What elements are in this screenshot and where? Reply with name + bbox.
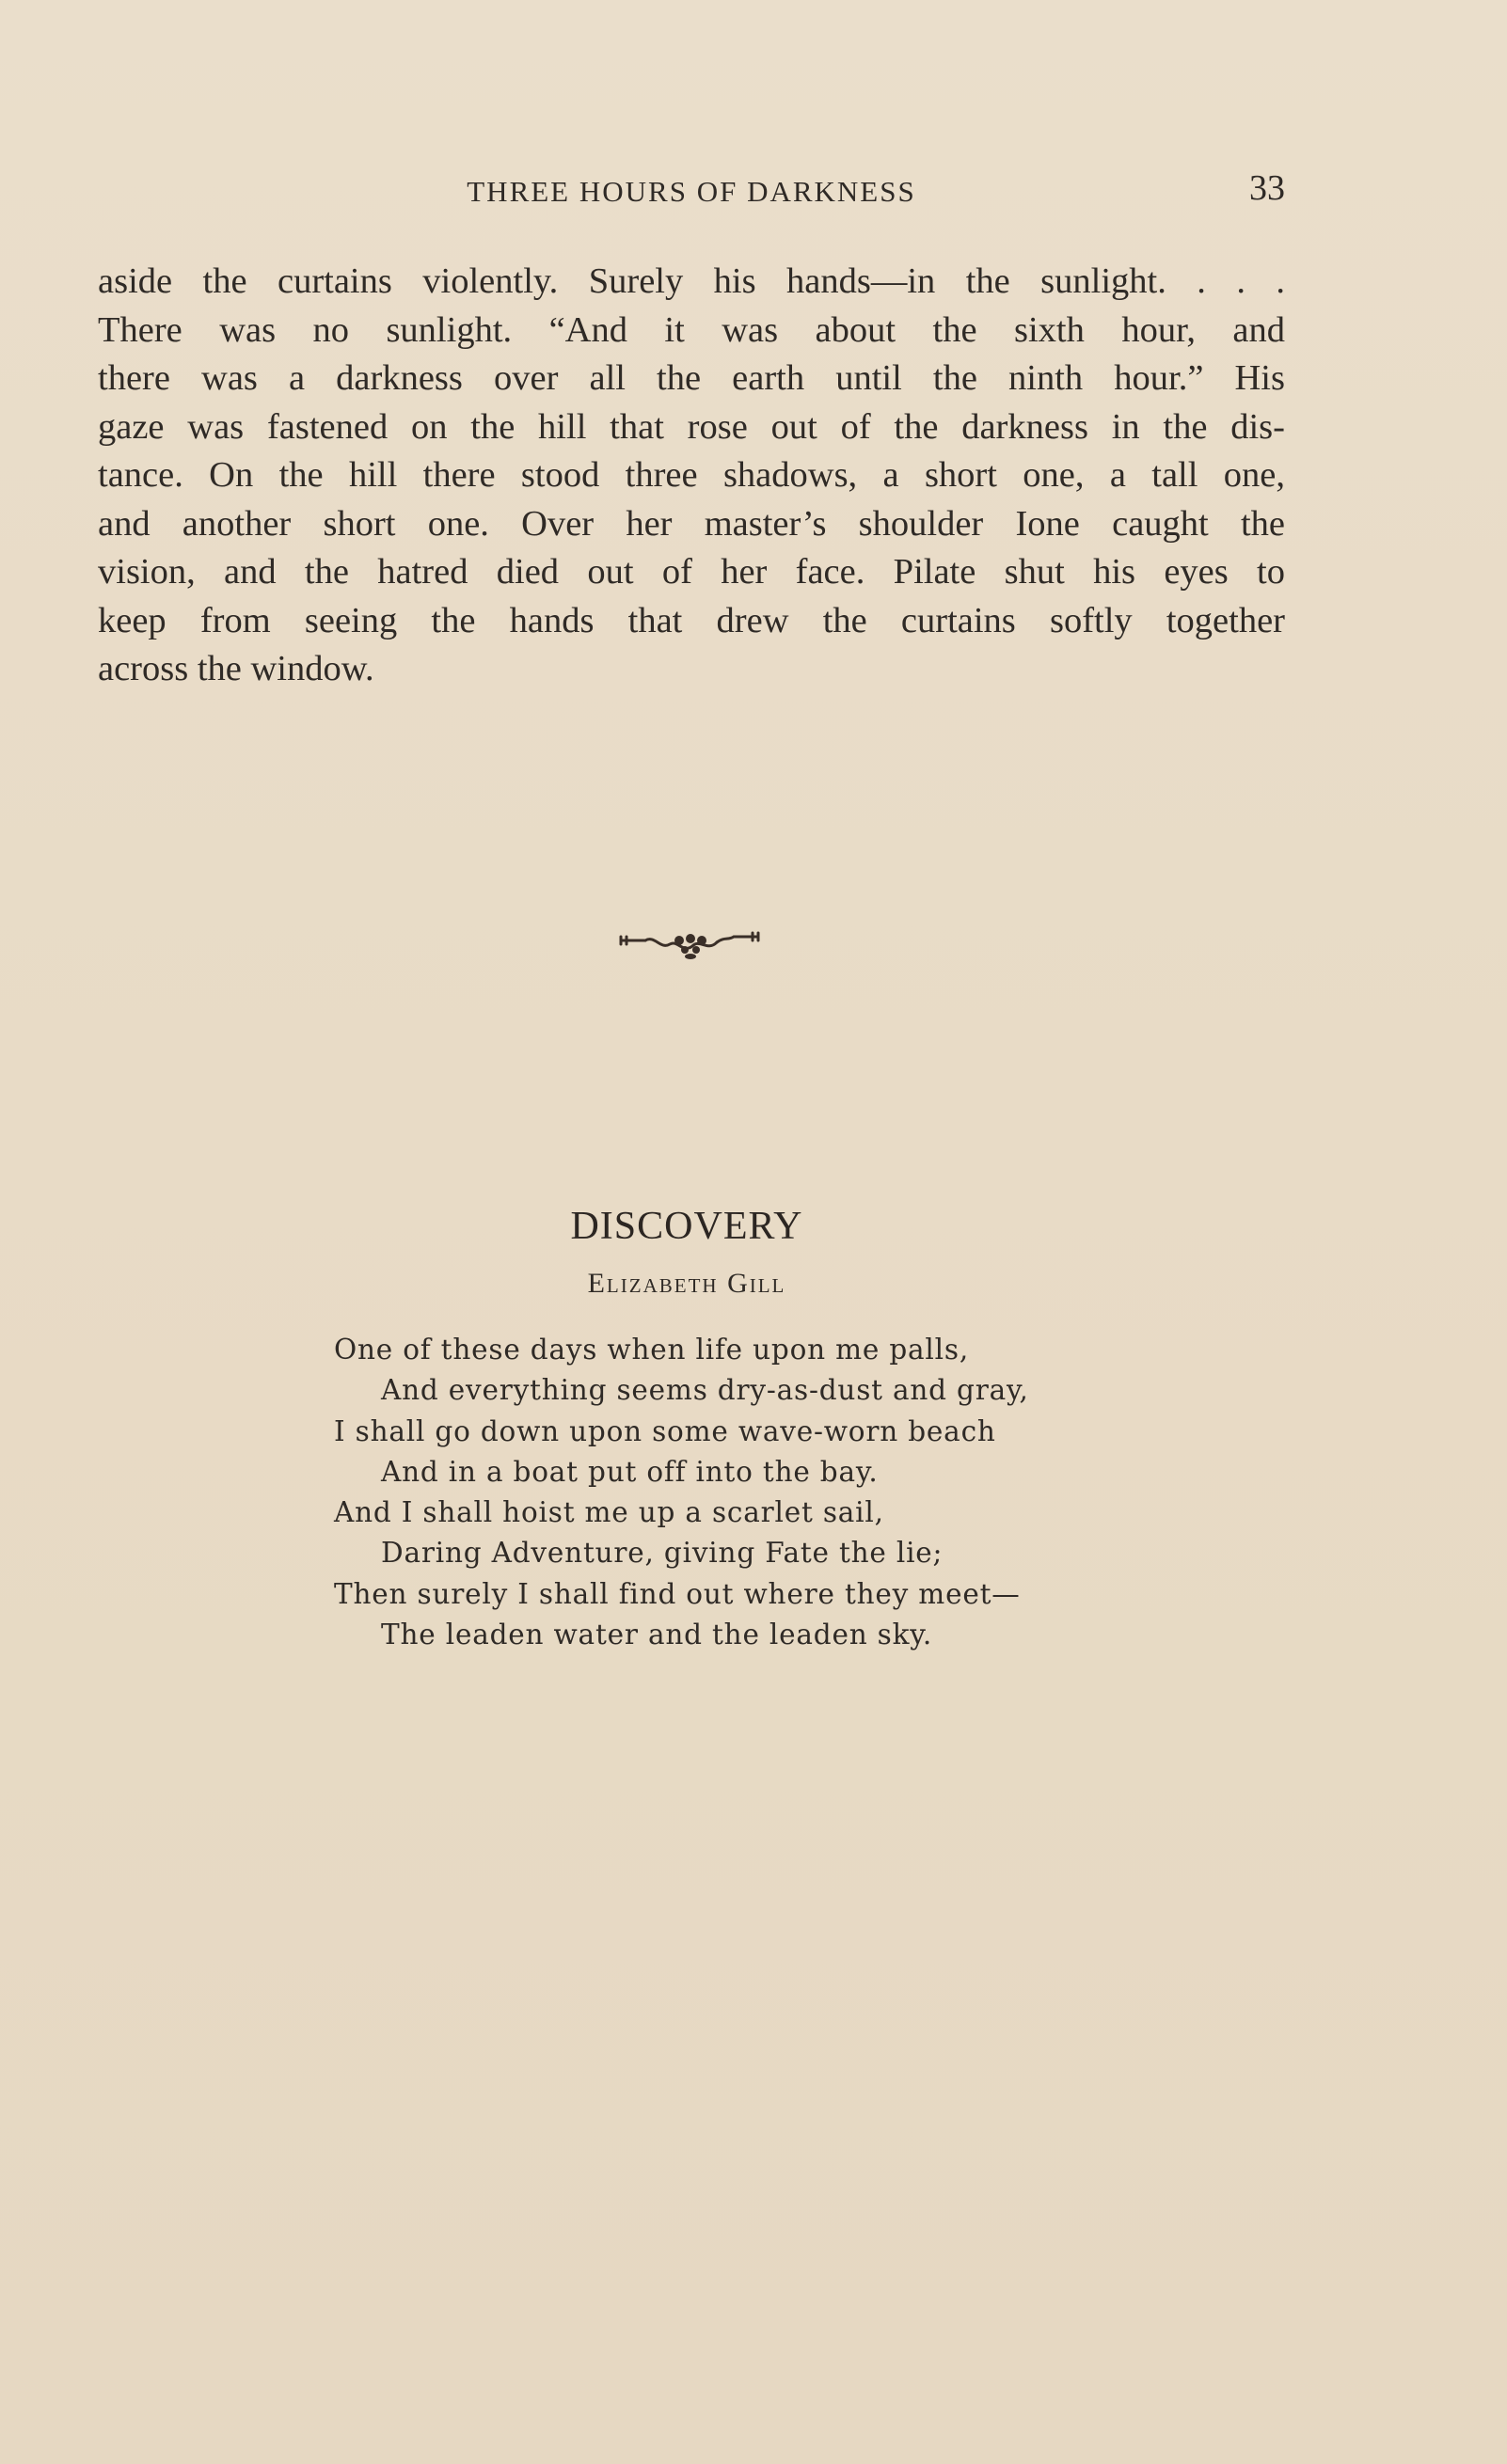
prose-line: There was no sunlight. “And it was about the sixth hour, and — [98, 309, 1285, 350]
poem-line: Daring Adventure, giving Fate the lie; — [381, 1537, 944, 1570]
poem-line: I shall go down upon some wave-worn beach — [334, 1414, 996, 1447]
prose-line: tance. On the hill there stood three shadows, a short one, a tall one, — [98, 455, 1285, 495]
running-title: THREE HOURS OF DARKNESS — [467, 175, 916, 208]
page-number: 33 — [1249, 168, 1285, 208]
poem-line: And in a boat put off into the bay. — [381, 1455, 879, 1488]
poem-line: And I shall hoist me up a scarlet sail, — [334, 1496, 884, 1529]
prose-line: there was a darkness over all the earth until the ninth hour.” His — [98, 358, 1285, 398]
prose-line: keep from seeing the hands that drew the curtains softly together — [98, 600, 1285, 640]
poem-line: And everything seems dry-as-dust and gray, — [381, 1374, 1029, 1407]
prose-line: and another short one. Over her master’s shoulder Ione caught the — [98, 503, 1285, 544]
poem-body — [334, 1330, 1087, 1655]
running-head — [98, 167, 1285, 214]
poem-line: The leaden water and the leaden sky. — [381, 1619, 933, 1651]
floral-ornament-icon — [617, 929, 762, 961]
poem-title: DISCOVERY — [570, 1205, 803, 1248]
prose-line: gaze was fastened on the hill that rose out of the darkness in the dis- — [98, 406, 1285, 447]
prose-line: across the window. — [98, 649, 374, 688]
poem-line: Then surely I shall find out where they meet— — [334, 1577, 1021, 1610]
prose-line: vision, and the hatred died out of her face. Pilate shut his eyes to — [98, 552, 1285, 592]
prose-paragraph — [98, 258, 1285, 694]
prose-line: aside the curtains violently. Surely his hands—in the sunlight. . . . — [98, 261, 1285, 301]
poem-author: Elizabeth Gill — [587, 1268, 786, 1299]
poem-line: One of these days when life upon me palls, — [334, 1334, 970, 1366]
